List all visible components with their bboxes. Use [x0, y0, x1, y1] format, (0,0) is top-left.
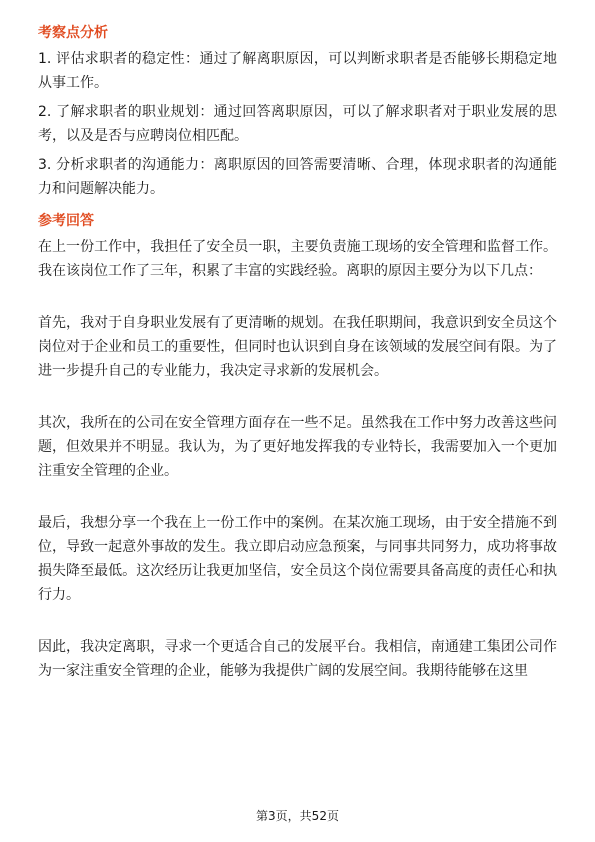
analysis-item-2: 2. 了解求职者的职业规划：通过回答离职原因，可以了解求职者对于职业发展的思考，以及是否与应聘岗位相匹配。: [38, 104, 557, 144]
answer-paragraph-intro: 在上一份工作中，我担任了安全员一职，主要负责施工现场的安全管理和监督工作。我在该岗位工作了三年，积累了丰富的实践经验。离职的原因主要分为以下几点：: [38, 239, 557, 279]
answer-paragraph-conclusion: 因此，我决定离职，寻求一个更适合自己的发展平台。我相信，南通建工集团公司作为一家注重安全管理的企业，能够为我提供广阔的发展空间。我期待能够在这里: [38, 639, 557, 679]
page-number: 第3页，共52页: [256, 809, 339, 823]
section-title-analysis: 考察点分析: [38, 25, 108, 41]
analysis-item-1: 1. 评估求职者的稳定性：通过了解离职原因，可以判断求职者是否能够长期稳定地从事工作。: [38, 51, 557, 91]
analysis-item-3: 3. 分析求职者的沟通能力：离职原因的回答需要清晰、合理，体现求职者的沟通能力和问题解决能力。: [38, 157, 557, 197]
answer-paragraph-last: 最后，我想分享一个我在上一份工作中的案例。在某次施工现场，由于安全措施不到位，导致一起意外事故的发生。我立即启动应急预案，与同事共同努力，成功将事故损失降至最低。这次经历让我更加坚信，安全员这个岗位需要具备高度的责任心和执行力。: [38, 515, 557, 603]
answer-paragraph-second: 其次，我所在的公司在安全管理方面存在一些不足。虽然我在工作中努力改善这些问题，但效果并不明显。我认为，为了更好地发挥我的专业特长，我需要加入一个更加注重安全管理的企业。: [38, 415, 557, 479]
answer-paragraph-first: 首先，我对于自身职业发展有了更清晰的规划。在我任职期间，我意识到安全员这个岗位对于企业和员工的重要性，但同时也认识到自身在该领域的发展空间有限。为了进一步提升自己的专业能力，我决定寻求新的发展机会。: [38, 315, 557, 379]
section-title-answer: 参考回答: [38, 213, 94, 229]
